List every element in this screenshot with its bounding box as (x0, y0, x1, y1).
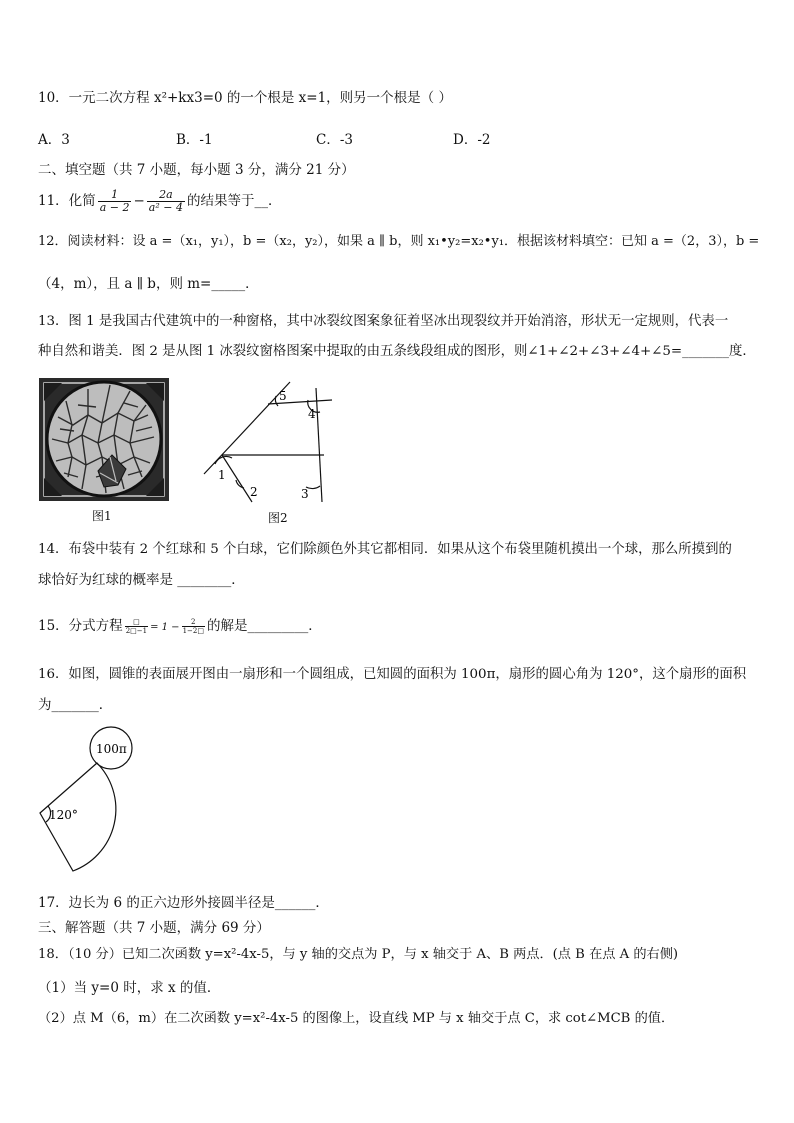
question-14-line-2: 球恰好为红球的概率是 ________． (38, 572, 245, 588)
q15-equals-one-minus: = 1 − (150, 622, 180, 633)
question-17: 17．边长为 6 的正六边形外接圆半径是______． (38, 895, 329, 911)
q10-option-a: A．3 (38, 132, 70, 148)
angle-label-2: 2 (250, 485, 258, 499)
q15-lhs-denominator: 2□−1 (125, 627, 148, 635)
question-12-line-1: 12．阅读材料：设 a =（x₁，y₁），b =（x₂，y₂），如果 a ∥ b，则 x₁•y₂=x₂•y₁．根据该材料填空：已知 a =（2，3），b = (38, 234, 760, 249)
figure-1-caption: 图1 (92, 509, 112, 523)
question-18-part-1: （1）当 y=0 时，求 x 的值． (38, 980, 221, 996)
question-10-stem: 10．一元二次方程 x²+kx3=0 的一个根是 x=1，则另一个根是（ ） (38, 90, 452, 106)
q11-fraction-2 (147, 189, 185, 214)
q11-frac1-denominator: a − 2 (99, 201, 130, 214)
question-16-line-2: 为_______． (38, 697, 113, 713)
q15-rhs-fraction (182, 618, 205, 635)
question-18-stem: 18．（10 分）已知二次函数 y=x²-4x-5，与 y 轴的交点为 P，与 x 轴交于 A、B 两点．(点 B 在点 A 的右侧) (38, 947, 679, 962)
q15-lhs-numerator: □ (125, 618, 148, 627)
cone-net-figure (30, 725, 150, 885)
q15-rhs-numerator: 2 (182, 618, 205, 627)
angle-label-4: 4 (308, 407, 316, 421)
q11-minus: − (133, 193, 145, 209)
section-heading-solutions: 三、解答题（共 7 小题，满分 69 分） (38, 920, 270, 936)
q11-frac2-numerator: 2a (147, 189, 185, 202)
q11-prefix: 11．化简 (38, 193, 96, 209)
angle-label-1: 1 (218, 468, 226, 482)
q10-option-c: C．-3 (316, 132, 353, 148)
question-11 (38, 186, 281, 216)
angle-label-5: 5 (279, 389, 287, 403)
figure-2-caption: 图2 (268, 511, 288, 525)
ice-crack-window-figure (38, 377, 170, 502)
q15-rhs-denominator: 1−2□ (182, 627, 204, 635)
question-16-line-1: 16．如图，圆锥的表面展开图由一扇形和一个圆组成，已知圆的面积为 100π，扇形的圆心角为 120°，这个扇形的面积 (38, 667, 747, 682)
q15-lhs-fraction (125, 618, 148, 635)
circle-area-label: 100π (96, 742, 127, 756)
q11-frac1-numerator: 1 (98, 189, 132, 202)
q11-frac2-denominator: a² − 4 (148, 201, 183, 214)
q11-fraction-1 (98, 189, 132, 214)
q15-prefix: 15．分式方程 (38, 618, 123, 634)
five-segment-angle-figure (198, 378, 338, 518)
q10-option-b: B．-1 (176, 132, 213, 148)
question-14-line-1: 14．布袋中装有 2 个红球和 5 个白球，它们除颜色外其它都相同．如果从这个布袋里随机摸出一个球，那么所摸到的 (38, 542, 732, 557)
section-heading-fill-in: 二、填空题（共 7 小题，每小题 3 分，满分 21 分） (38, 162, 355, 178)
q11-suffix: 的结果等于__． (186, 193, 282, 209)
question-12-line-2: （4，m），且 a ∥ b，则 m=_____． (38, 276, 259, 292)
question-13-line-2: 种自然和谐美．图 2 是从图 1 冰裂纹窗格图案中提取的由五条线段组成的图形，则∠1+∠2+∠3+∠4+∠5=_______度． (38, 344, 756, 359)
q10-option-d: D．-2 (453, 132, 491, 148)
question-13-line-1: 13．图 1 是我国古代建筑中的一种窗格，其中冰裂纹图案象征着坚冰出现裂纹并开始消溶，形状无一定规则，代表一 (38, 314, 729, 329)
question-15 (38, 614, 322, 640)
q15-suffix: 的解是_________． (206, 618, 322, 634)
sector-angle-label: 120° (49, 808, 78, 822)
angle-label-3: 3 (301, 487, 309, 501)
question-18-part-2: （2）点 M（6，m）在二次函数 y=x²-4x-5 的图像上，设直线 MP 与 x 轴交于点 C，求 cot∠MCB 的值． (38, 1011, 675, 1026)
